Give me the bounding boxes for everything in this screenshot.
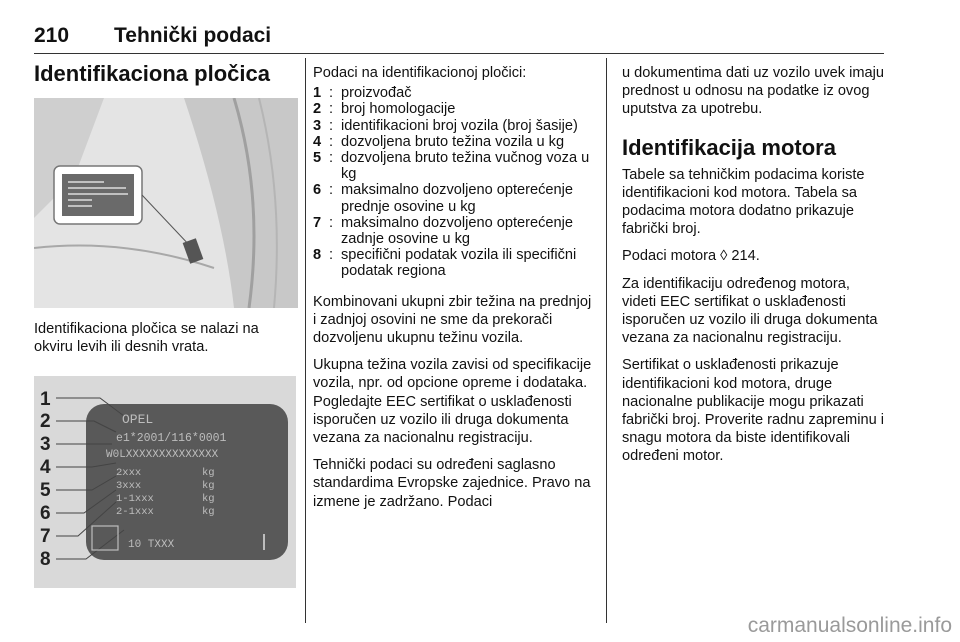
identification-plate-figure (34, 376, 296, 588)
plate-unit-1: kg (202, 467, 215, 480)
callout-6: 6 (40, 503, 51, 525)
watermark: carmanualsonline.info (747, 614, 952, 637)
page-number: 210 (34, 24, 70, 47)
photo-caption: Identifikaciona pločica se nalazi na okviru levih ili desnih vrata. (34, 321, 259, 356)
door-frame-illustration (34, 98, 298, 308)
list-item: 3 : identifikacioni broj vozila (broj šasije) (313, 117, 578, 134)
paragraph-documents-precedence: u dokumentima dati uz vozilo uvek imaju prednost u odnosu na podatke iz ovog uputstva za upotrebu. (622, 65, 885, 118)
list-item: 7 : maksimalno dozvoljeno opterećenje zadnje osovine u kg (313, 214, 574, 248)
identification-plate-illustration (34, 376, 296, 588)
plate-unit-3: kg (202, 493, 215, 506)
header-rule (34, 53, 884, 54)
plate-line-homologation: e1*2001/116*0001 (116, 432, 227, 446)
paragraph-eec-certificate: Za identifikaciju određenog motora, videti EEC sertifikat o usklađenosti isporučen uz vozilo ili druga dokumenta vezana za nacionalnu registraciju. (622, 275, 878, 347)
paragraph-engine-data-ref: Podaci motora ◊ 214. (622, 248, 760, 265)
list-item: 1 : proizvođač (313, 85, 412, 102)
list-item: 8 : specifični podatak vozila ili specifični podatak regiona (313, 247, 577, 280)
column-divider-1 (305, 58, 306, 623)
plate-line-maker: OPEL (122, 412, 154, 428)
list-item: 2 : broj homologacije (313, 101, 456, 118)
list-item: 4 : dozvoljena bruto težina vozila u kg (313, 133, 565, 150)
callout-1: 1 (40, 389, 51, 411)
paragraph-eu-standards: Tehnički podaci su određeni saglasno standardima Evropske zajednice. Pravo na izmene je zadržano. Podaci (313, 457, 591, 510)
paragraph-combined-weight: Kombinovani ukupni zbir težina na prednjoj i zadnjoj osovini ne sme da prekorači dozvoljenu ukupnu težinu vozila. (313, 293, 592, 347)
section-heading-plate: Identifikaciona pločica (34, 61, 270, 86)
plate-line-rear-axle: 2-1xxx (116, 506, 154, 519)
callout-5: 5 (40, 480, 51, 502)
plate-unit-2: kg (202, 480, 215, 493)
callout-3: 3 (40, 434, 51, 456)
chapter-title: Tehnički podaci (114, 24, 272, 47)
paragraph-certificate-shows: Sertifikat o usklađenosti prikazuje identifikacioni kod motora, druge nacionalne publikacije mogu prikazati fabrički broj. Proverite radnu zapreminu i snagu motora da biste identifikovali određeni motor. (622, 357, 884, 465)
callout-2: 2 (40, 411, 51, 433)
right-column (622, 58, 888, 466)
list-item: 6 : maksimalno dozvoljeno opterećenje prednje osovine u kg (313, 182, 574, 215)
callout-8: 8 (40, 549, 51, 571)
plate-unit-4: kg (202, 506, 215, 519)
plate-line-train-weight: 3xxx (116, 480, 142, 493)
column-divider-2 (606, 58, 607, 623)
paragraph-engine-code: Tabele sa tehničkim podacima koriste identifikacioni kod motora. Tabela sa podacima motora dodatno prikazuje fabrički broj. (622, 166, 865, 238)
plate-data-intro: Podaci na identifikacionoj pločici: (313, 65, 527, 81)
paragraph-total-weight: Ukupna težina vozila zavisi od specifikacije vozila, npr. od opcione opreme i dodataka. Pogledajte EEC sertifikat o usklađenosti isporučen uz vozilo ili druga dokumenta vezana za nacionalnu registraciju. (313, 357, 592, 447)
plate-line-front-axle: 1-1xxx (116, 493, 154, 506)
left-column (34, 58, 298, 588)
middle-column (313, 58, 598, 511)
plate-line-vin: W0LXXXXXXXXXXXXXX (106, 449, 219, 462)
plate-bottom-text: 10 TXXX (128, 539, 175, 552)
callout-7: 7 (40, 526, 51, 548)
callout-4: 4 (40, 457, 51, 479)
door-frame-photo (34, 98, 298, 308)
page-header (34, 24, 884, 54)
list-item: 5 : dozvoljena bruto težina vučnog voza u kg (313, 150, 590, 183)
section-heading-engine: Identifikacija motora (622, 134, 836, 160)
plate-line-gross-weight: 2xxx (116, 467, 142, 480)
plate-data-list (313, 85, 598, 279)
